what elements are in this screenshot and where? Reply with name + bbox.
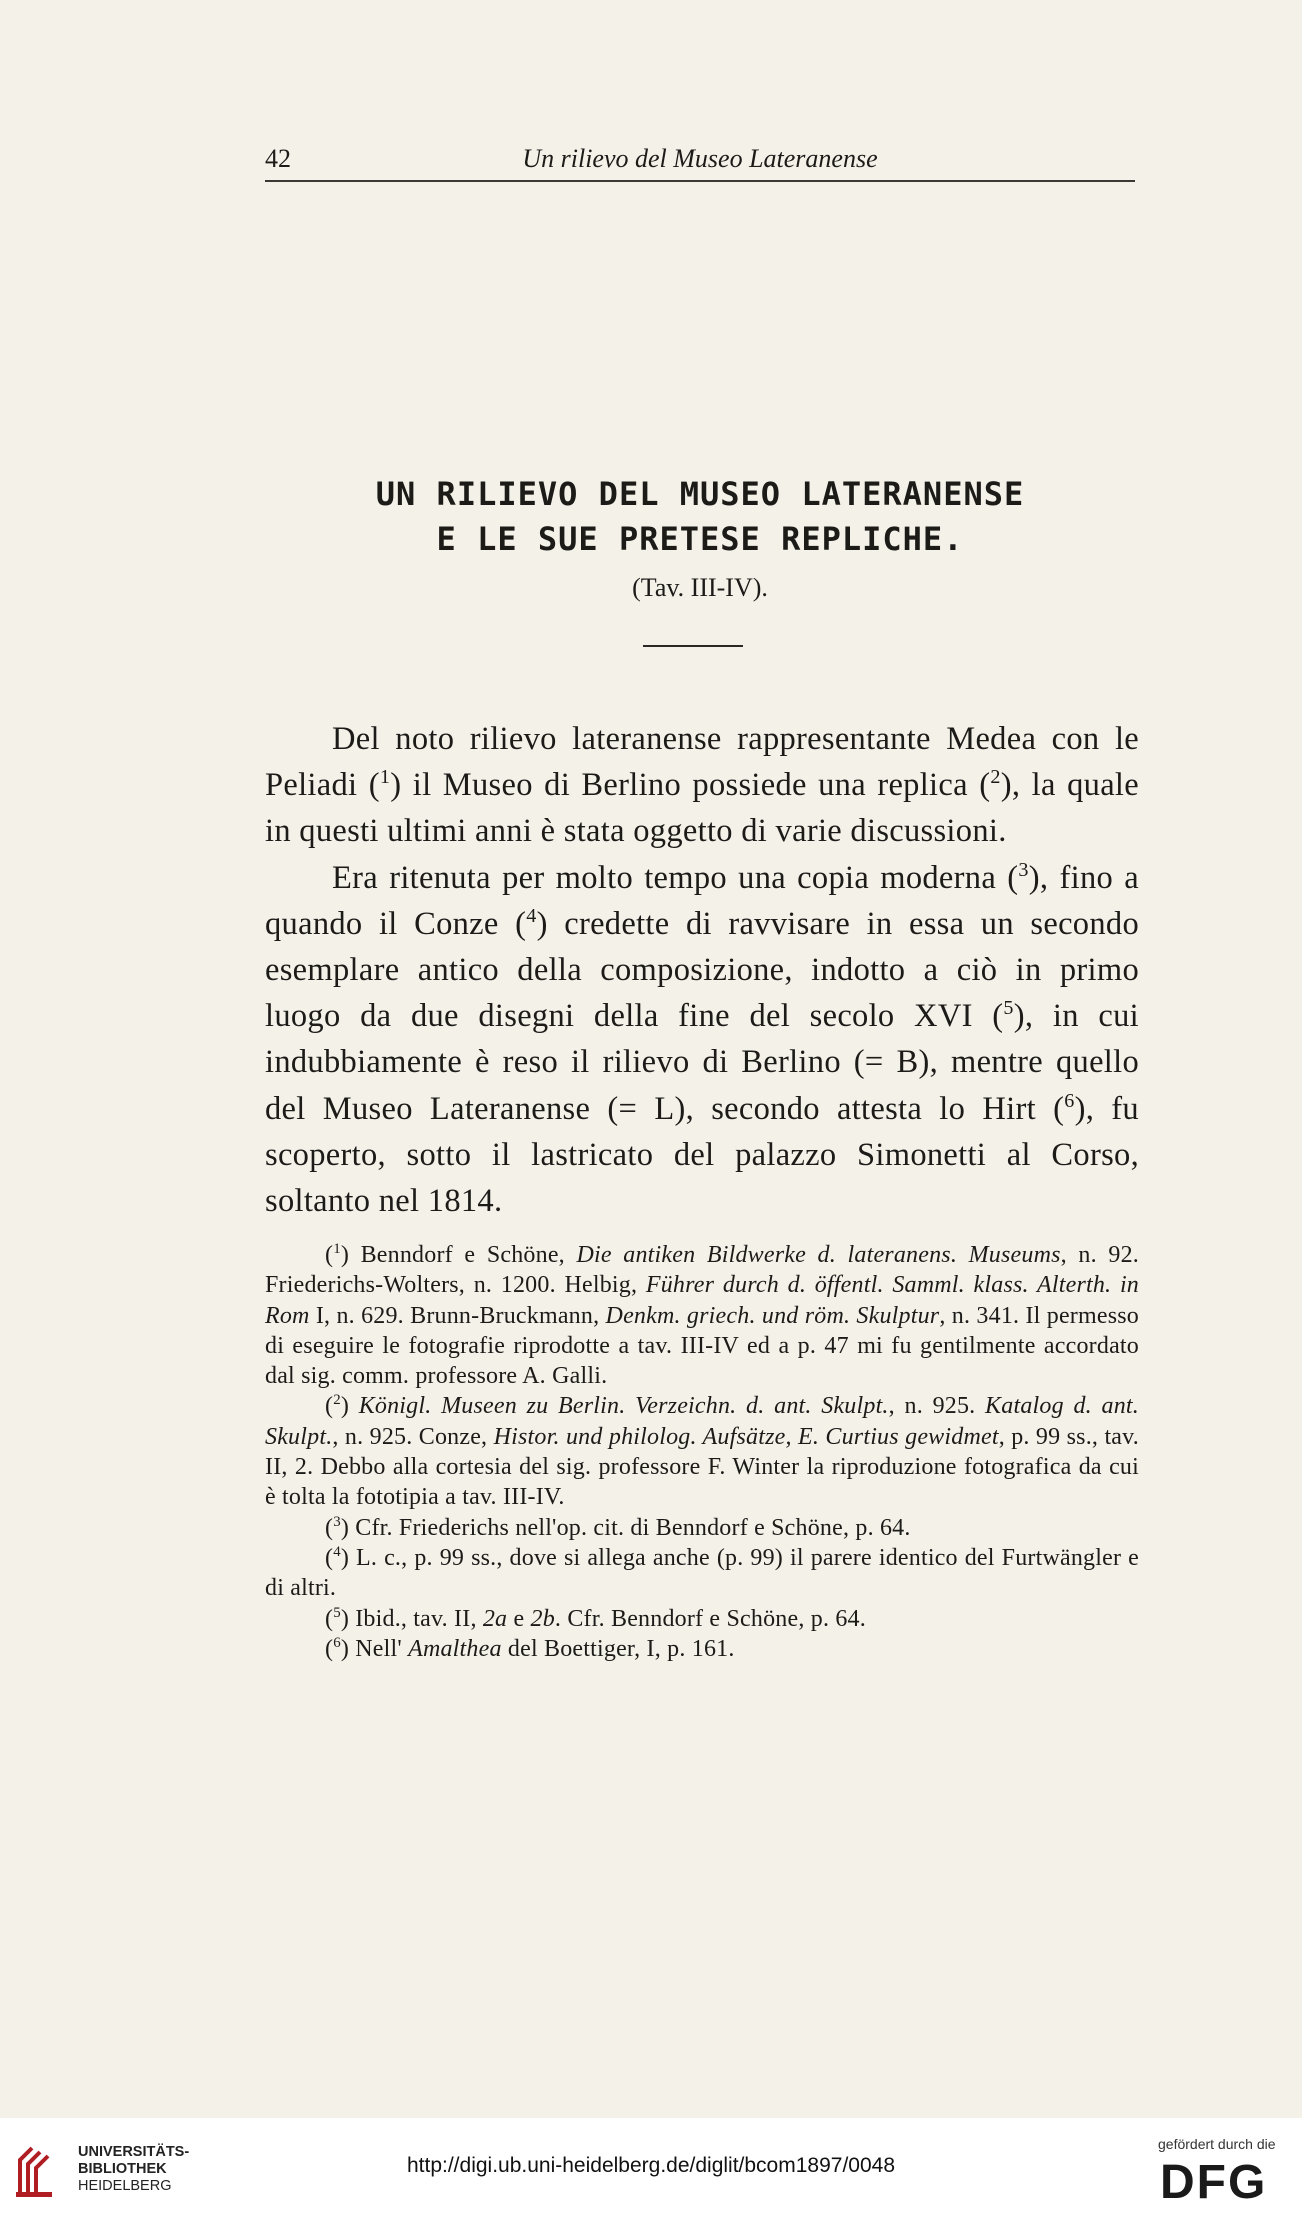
paragraph-1: Del noto rilievo lateranense rappresentante Medea con le Peliadi ($^1$) il Museo di Berlino possiede una replica ($^2$), la quale in questi ultimi anni è stata oggetto di varie discussioni.	[265, 721, 1139, 850]
permalink-url[interactable]: http://digi.ub.uni-heidelberg.de/diglit/bcom1897/0048	[406, 2154, 895, 2177]
footnote-6: ($^6$) Nell' Amalthea del Boettiger, I, p. 161.	[325, 1634, 735, 1662]
funder-note: gefördert durch die	[1158, 2136, 1276, 2152]
footnote-1: ($^1$) Benndorf e Schöne, Die antiken Bildwerke d. lateranens. Museums, n. 92. Friederichs-Wolters, n. 1200. Helbig, Führer durch d. öffentl. Samml. klass. Alterth. in Rom I, n. 629. Brunn-Bruckmann, Denkm. griech. und röm. Skulptur, n. 341. Il permesso di eseguire le fotografie riprodotte a tav. III-IV ed a p. 47 mi fu gentilmente accordato dal sig. comm. professore A. Galli.	[265, 1241, 1140, 1390]
running-title: Un rilievo del Museo Lateranense	[522, 144, 878, 173]
footnote-2: ($^2$) Königl. Museen zu Berlin. Verzeichn. d. ant. Skulpt., n. 925. Katalog d. ant. Skulpt., n. 925. Conze, Histor. und philolog. Aufsätze, E. Curtius gewidmet, p. 99 ss., tav. II, 2. Debbo alla cortesia del sig. professore F. Winter la riproduzione fotografica da cui è tolta la fototipia a tav. III-IV.	[265, 1392, 1139, 1511]
title-divider	[643, 645, 743, 647]
library-name: UNIVERSITÄTS- BIBLIOTHEK HEIDELBERG	[78, 2144, 190, 2194]
running-header	[265, 140, 1135, 182]
dfg-logo: DFG	[1160, 2156, 1268, 2209]
plates-reference: (Tav. III-IV).	[632, 573, 768, 602]
body-text	[265, 716, 1139, 1224]
article-title-line-2: E LE SUE PRETESE REPLICHE.	[436, 520, 964, 558]
paragraph-2: Era ritenuta per molto tempo una copia moderna ($^3$), fino a quando il Conze ($^4$) credette di ravvisare in essa un secondo esemplare antico della composizione, indotto a ciò in primo luogo da due disegni della fine del secolo XVI ($^5$), in cui indubbiamente è reso il rilievo di Berlino (= B), mentre quello del Museo Lateranense (= L), secondo attesta lo Hirt ($^6$), fu scoperto, sotto il lastricato del palazzo Simonetti al Corso, soltanto nel 1814.	[265, 858, 1139, 1220]
footnotes	[265, 1240, 1139, 1664]
footnote-5: ($^5$) Ibid., tav. II, 2a e 2b. Cfr. Benndorf e Schöne, p. 64.	[325, 1604, 866, 1632]
footnote-3: ($^3$) Cfr. Friederichs nell'op. cit. di Benndorf e Schöne, p. 64.	[325, 1513, 911, 1541]
article-title-line-1: UN RILIEVO DEL MUSEO LATERANENSE	[375, 475, 1025, 513]
page-number: 42	[265, 144, 291, 173]
footnote-4: ($^4$) L. c., p. 99 ss., dove si allega anche (p. 99) il parere identico del Furtwängler e di altri.	[265, 1543, 1139, 1602]
